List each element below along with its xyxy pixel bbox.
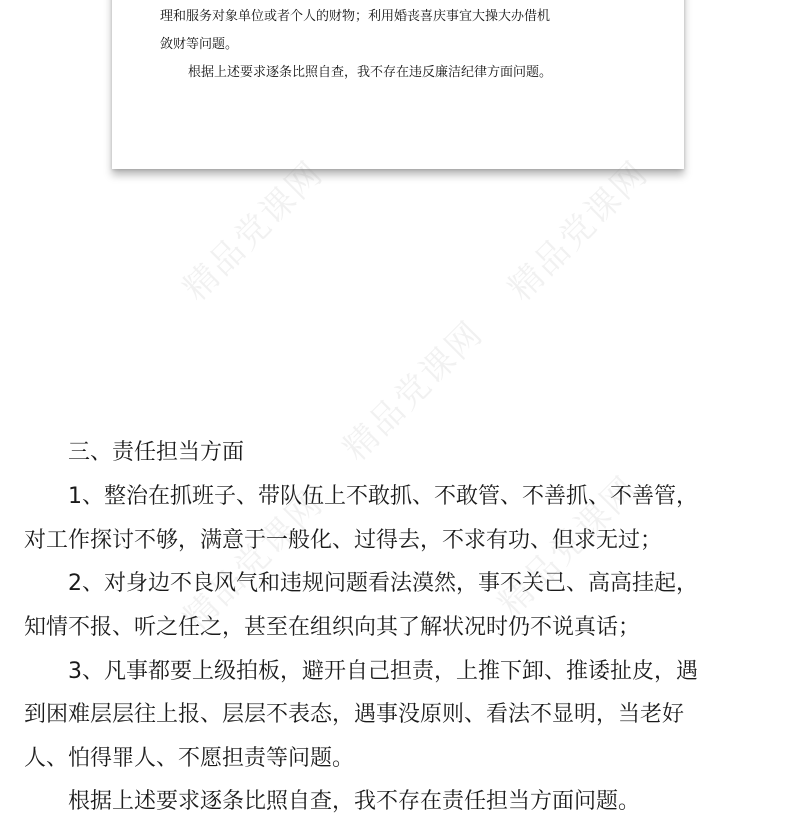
paragraph-line: 2、对身边不良风气和违规问题看法漠然，事不关己、高高挂起， <box>68 571 698 596</box>
previous-page-card <box>112 0 684 169</box>
card-line-2: 敛财等问题。 <box>160 37 239 52</box>
card-line-3: 根据上述要求逐条比照自查，我不存在违反廉洁纪律方面问题。 <box>188 65 553 80</box>
watermark: 精品党课网 <box>500 153 657 309</box>
paragraph-line: 到困难层层往上报、层层不表态，遇事没原则、看法不显明，当老好 <box>24 702 685 727</box>
paragraph-line: 根据上述要求逐条比照自查，我不存在责任担当方面问题。 <box>68 789 641 814</box>
watermark: 精品党课网 <box>175 483 332 639</box>
section-heading: 三、责任担当方面 <box>68 440 245 465</box>
paragraph-line: 3、凡事都要上级拍板，避开自己担责，上推下卸、推诿扯皮，遇 <box>68 659 698 684</box>
paragraph-line: 对工作探讨不够，满意于一般化、过得去，不求有功、但求无过； <box>24 528 663 553</box>
paragraph-line: 人、怕得罪人、不愿担责等问题。 <box>24 746 355 771</box>
watermark: 精品党课网 <box>335 313 492 469</box>
card-line-1: 理和服务对象单位或者个人的财物；利用婚丧喜庆事宜大操大办借机 <box>160 9 551 24</box>
watermark: 精品党课网 <box>175 153 332 309</box>
paragraph-line: 知情不报、听之任之，甚至在组织向其了解状况时仍不说真话； <box>24 615 641 640</box>
paragraph-line: 1、整治在抓班子、带队伍上不敢抓、不敢管、不善抓、不善管， <box>68 484 698 509</box>
watermark: 精品党课网 <box>490 468 647 624</box>
